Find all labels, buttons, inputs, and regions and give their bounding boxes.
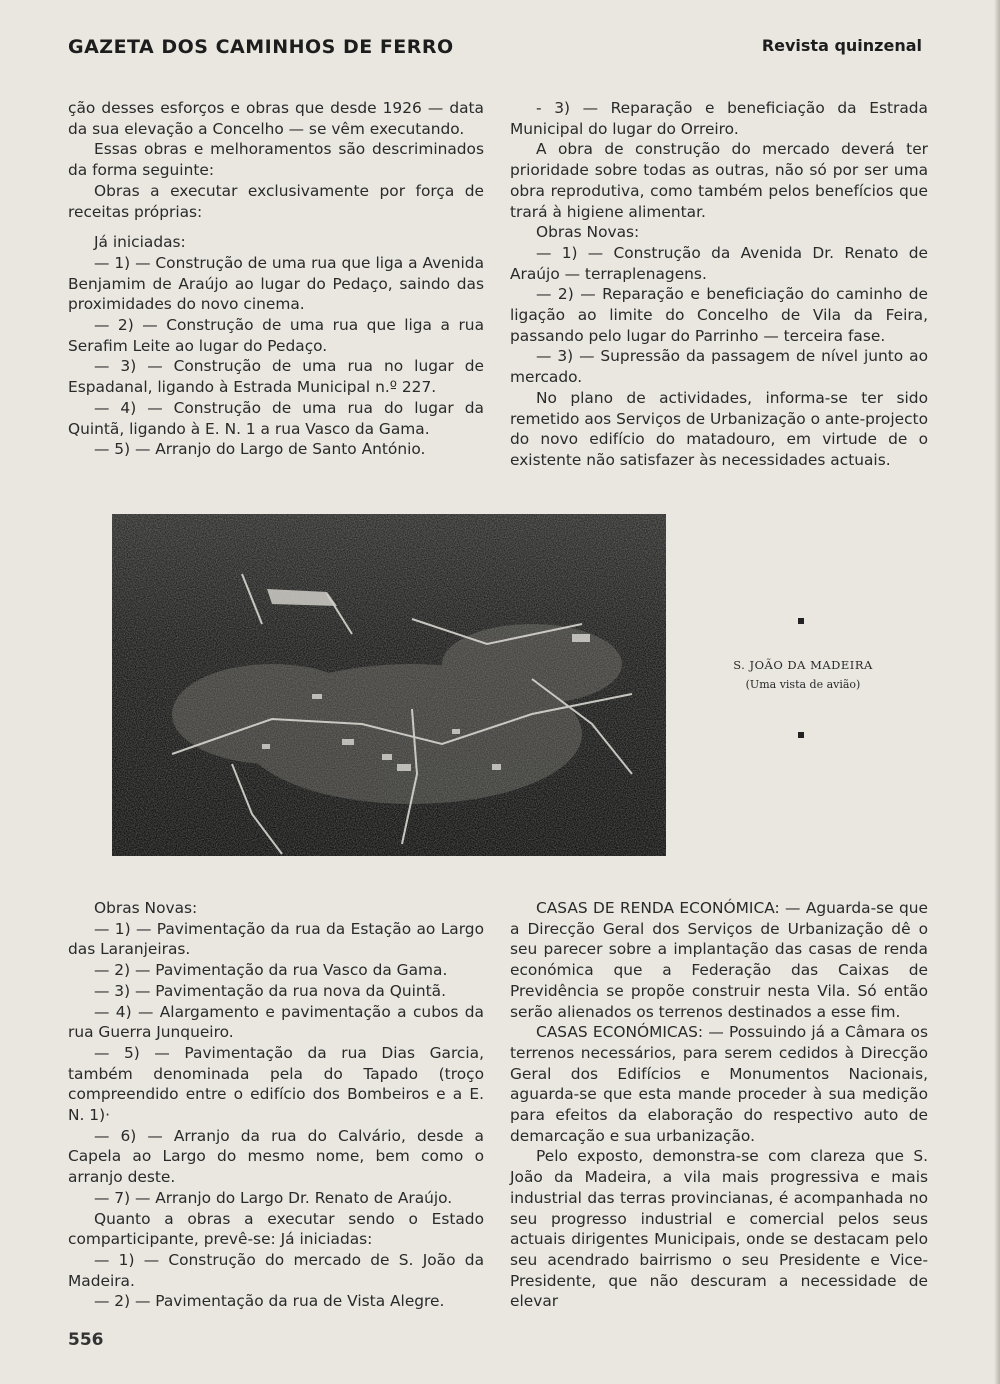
paragraph: Obras a executar exclusivamente por força de receitas próprias:: [68, 181, 484, 221]
paragraph: — 3) — Construção de uma rua no lugar de Espadanal, ligando à Estrada Municipal n.º 227.: [68, 357, 484, 397]
paragraph: Já iniciadas:: [94, 233, 186, 252]
paragraph: — 3) — Pavimentação da rua nova da Quintã.: [94, 981, 446, 1000]
column-top-left: [68, 98, 484, 460]
paragraph: — 2) — Construção de uma rua que liga a rua Serafim Leite ao lugar do Pedaço.: [68, 316, 484, 355]
paragraph: CASAS DE RENDA ECONÓMICA: — Aguarda-se que a Direcção Geral dos Serviços de Urbanização dê o seu parecer sobre a implantação das casas de renda económica que a Federação das Caixas de Previdência se propõe construir nesta Vila. Só então serão alienados os terrenos destinados a esse fim.: [510, 899, 928, 1021]
paragraph: — 1) — Construção de uma rua que liga a Avenida Benjamim de Araújo ao lugar do Pedaço, saindo das proximidades do novo cinema.: [68, 253, 484, 314]
caption-subtitle: (Uma vista de avião): [745, 678, 861, 691]
aerial-photo: [112, 514, 666, 856]
paragraph: — 2) — Reparação e beneficiação do caminho de ligação ao limite do Concelho de Vila da Feira, passando pelo lugar do Parrinho — terceira fase.: [510, 285, 928, 345]
paragraph: Essas obras e melhoramentos são descriminados da forma seguinte:: [68, 140, 484, 180]
paragraph: Pelo exposto, demonstra-se com clareza que S. João da Madeira, a vila mais progressiva e mais industrial das terras provincianas, é acompanhada no seu progresso industrial e comercial pelos seus actuais dirigentes Municipais, onde se destacam pelo seu acendrado bairrismo o seu Presidente e Vice-Presidente, que não descuram a necessidade de elevar: [510, 1147, 928, 1311]
caption-title: S. JOÃO DA MADEIRA: [733, 658, 873, 672]
paragraph: — 3) — Supressão da passagem de nível junto ao mercado.: [510, 347, 928, 387]
column-bottom-right: [510, 898, 928, 1312]
page-number: 556: [68, 1330, 104, 1350]
journal-title: GAZETA DOS CAMINHOS DE FERRO: [68, 36, 454, 58]
paragraph: — 7) — Arranjo do Largo Dr. Renato de Araújo.: [94, 1188, 453, 1207]
paragraph: — 1) — Pavimentação da rua da Estação ao Largo das Laranjeiras.: [68, 919, 484, 959]
paragraph: - 3) — Reparação e beneficiação da Estrada Municipal do lugar do Orreiro.: [510, 99, 928, 138]
paragraph: — 5) — Pavimentação da rua Dias Garcia, também denominada pela do Tapado (troço compreendido entre o edifício dos Bombeiros e a E. N. 1)·: [68, 1043, 484, 1125]
caption-bullet-top: [798, 618, 804, 624]
paragraph: — 1) — Construção da Avenida Dr. Renato de Araújo — terraplenagens.: [510, 243, 928, 283]
paragraph: — 1) — Construção do mercado de S. João da Madeira.: [68, 1250, 484, 1290]
paragraph: — 6) — Arranjo da rua do Calvário, desde a Capela ao Largo do mesmo nome, bem como o arranjo deste.: [68, 1126, 484, 1187]
caption-bullet-bottom: [798, 732, 804, 738]
paragraph: No plano de actividades, informa-se ter sido remetido aos Serviços de Urbanização o ante-projecto do novo edifício do matadouro, em virtude de o existente não satisfazer às necessidades actuais.: [510, 388, 928, 469]
paragraph: Obras Novas:: [536, 223, 640, 242]
paragraph-gap: [68, 222, 484, 232]
paragraph: — 2) — Pavimentação da rua de Vista Alegre.: [94, 1292, 445, 1311]
paragraph: — 4) — Alargamento e pavimentação a cubos da rua Guerra Junqueiro.: [68, 1002, 484, 1042]
page-edge: [994, 0, 1000, 1384]
journal-subtitle: Revista quinzenal: [761, 36, 922, 55]
paragraph: Obras Novas:: [94, 899, 198, 917]
paragraph: ção desses esforços e obras que desde 1926 — data da sua elevação a Concelho — se vêm executando.: [68, 99, 484, 138]
paragraph: — 5) — Arranjo do Largo de Santo António.: [94, 440, 426, 459]
paragraph: A obra de construção do mercado deverá ter prioridade sobre todas as outras, não só por ser uma obra reprodutiva, como também pelos benefícios que trará à higiene alimentar.: [510, 140, 928, 221]
photo-caption: [718, 658, 888, 691]
paragraph: — 2) — Pavimentação da rua Vasco da Gama.: [94, 961, 448, 980]
paragraph: Quanto a obras a executar sendo o Estado comparticipante, prevê-se: Já iniciadas:: [68, 1209, 484, 1249]
column-top-right: [510, 98, 928, 471]
paragraph: CASAS ECONÓMICAS: — Possuindo já a Câmara os terrenos necessários, para serem cedidos à Direcção Geral dos Edifícios e Monumentos Nacionais, aguarda-se que esta mande proceder à sua medição para efeitos da elaboração do respectivo auto de demarcação e sua urbanização.: [510, 1023, 928, 1145]
paragraph: — 4) — Construção de uma rua do lugar da Quintã, ligando à E. N. 1 a rua Vasco da Gama.: [68, 398, 484, 438]
column-bottom-left: [68, 898, 484, 1312]
